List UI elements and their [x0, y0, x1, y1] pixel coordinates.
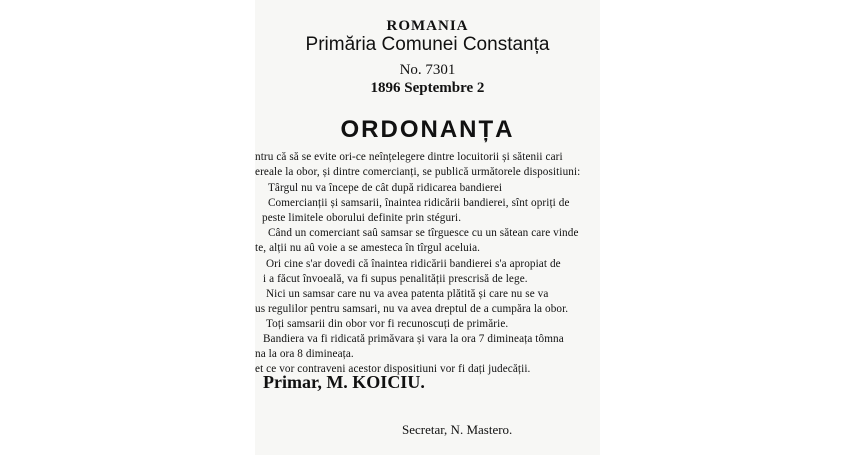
- document-title: ORDONANȚA: [340, 116, 515, 143]
- body-line-12: Toți samsarii din obor vor fi recunoscuți de primărie.: [266, 318, 509, 330]
- document-number: No. 7301: [399, 62, 456, 78]
- mayor-signature: Primar, M. KOICIU.: [263, 372, 425, 392]
- body-line-7: te, alții nu aû voie a se amesteca în tîrgul aceluia.: [255, 242, 481, 254]
- body-line-6: Când un comerciant saû samsar se tîrguesce cu un sătean care vinde: [268, 227, 579, 239]
- body-line-14: na la ora 8 dimineața.: [255, 348, 354, 360]
- country-heading: ROMANIA: [386, 18, 469, 34]
- body-line-9: i a făcut învoeală, va fi supus penalității prescrisă de lege.: [263, 273, 528, 285]
- body-line-15: et ce vor contraveni acestor dispositiuni vor fi dați judecății.: [255, 363, 531, 375]
- body-line-10: Nici un samsar care nu va avea patenta plătită și care nu se va: [266, 288, 549, 300]
- body-line-2: ereale la obor, și dintre comercianți, se publică următorele dispositiuni:: [255, 166, 581, 178]
- document-date: 1896 Septembre 2: [370, 80, 485, 96]
- secretary-signature: Secretar, N. Mastero.: [402, 422, 513, 437]
- body-line-11: us regulilor pentru samsari, nu va avea dreptul de a cumpăra la obor.: [255, 303, 569, 315]
- office-heading: Primăria Comunei Constanța: [305, 34, 550, 55]
- body-line-3: Târgul nu va începe de cât după ridicarea bandierei: [268, 182, 503, 194]
- body-line-8: Ori cine s'ar dovedi că înaintea ridicării bandierei s'a apropiat de: [266, 258, 561, 270]
- body-line-4: Comercianții și samsarii, înaintea ridicării bandierei, sînt opriți de: [268, 197, 570, 209]
- body-line-5: peste limitele oborului definite prin stéguri.: [262, 212, 462, 224]
- body-line-1: ntru că să se evite ori-ce neînțelegere dintre locuitorii și sătenii cari: [255, 151, 563, 163]
- document-page: [255, 0, 600, 455]
- body-line-13: Bandiera va fi ridicată primăvara și vara la ora 7 dimineața tômna: [263, 333, 564, 345]
